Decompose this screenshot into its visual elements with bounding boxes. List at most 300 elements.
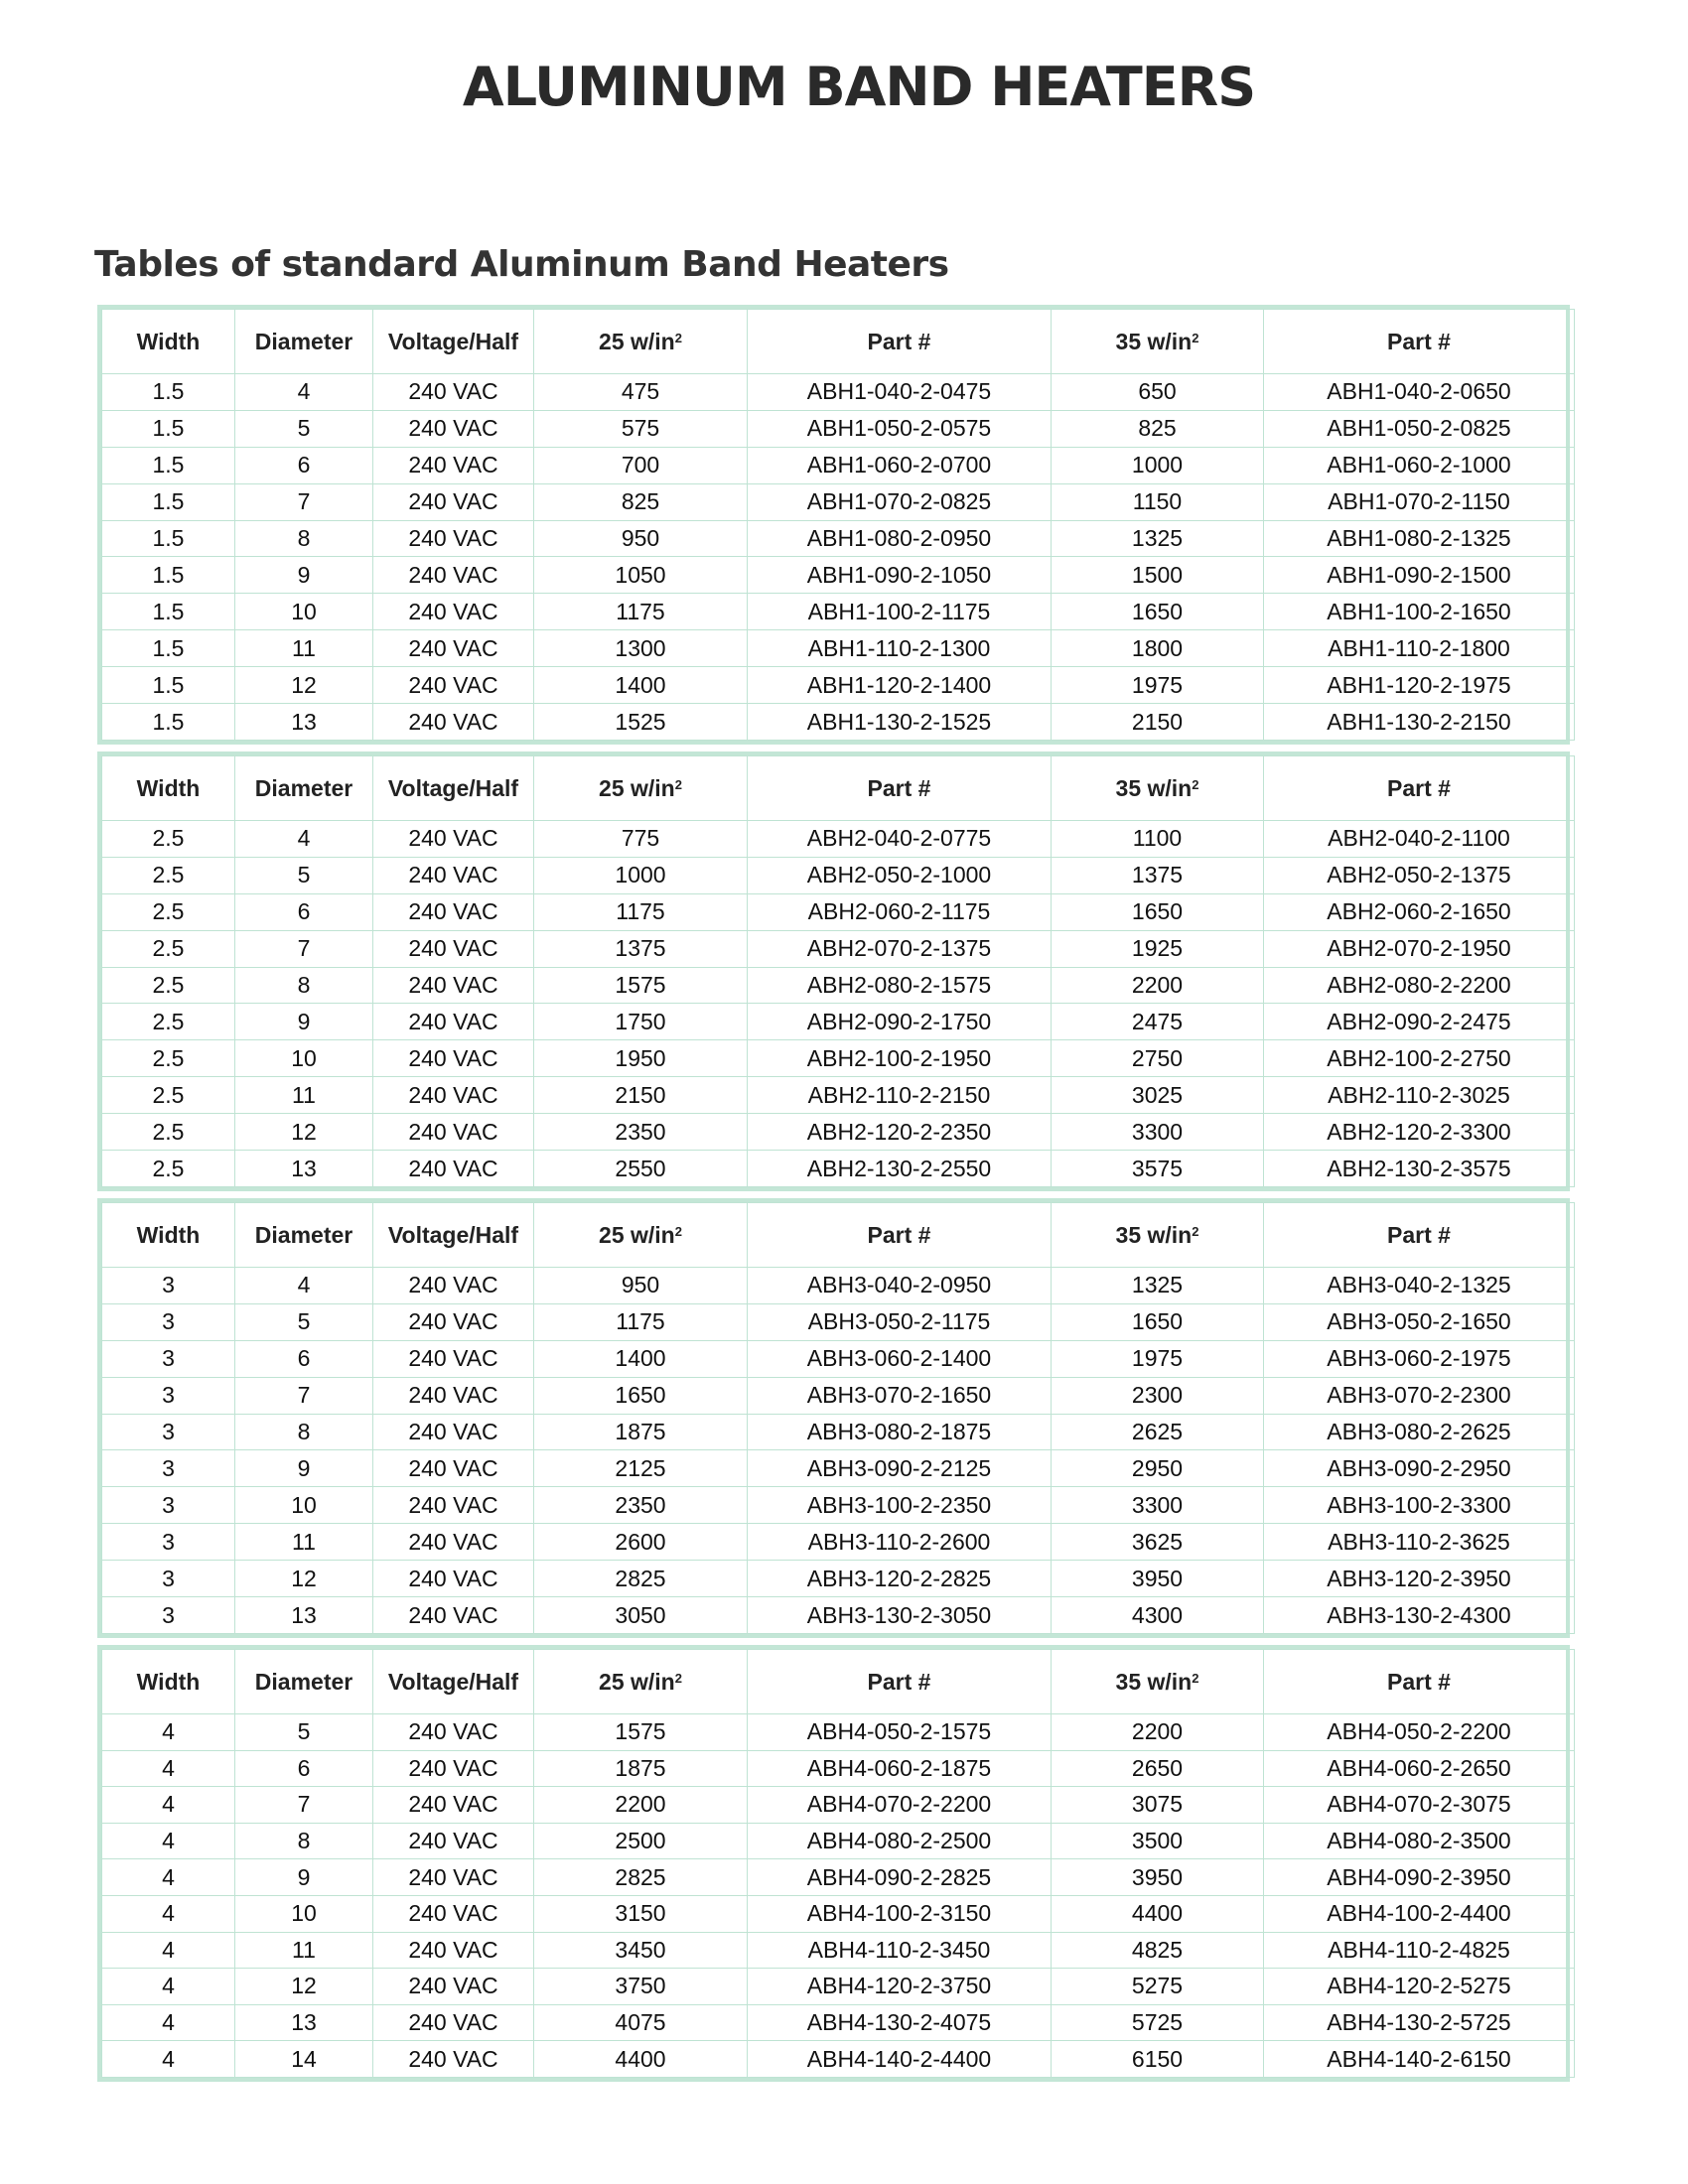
cell-35-w-per-in2: 2750: [1052, 1040, 1264, 1077]
cell-voltage-half: 240 VAC: [373, 1524, 534, 1561]
cell-voltage-half: 240 VAC: [373, 1561, 534, 1597]
cell-diameter: 9: [235, 1450, 373, 1487]
cell-diameter: 7: [235, 930, 373, 967]
cell-part-number-25: ABH3-060-2-1400: [748, 1340, 1052, 1377]
cell-35-w-per-in2: 1150: [1052, 483, 1264, 520]
table-row: [102, 1414, 1575, 1450]
cell-voltage-half: 240 VAC: [373, 821, 534, 858]
cell-part-number-35: ABH1-060-2-1000: [1264, 447, 1575, 483]
cell-part-number-25: ABH3-080-2-1875: [748, 1414, 1052, 1450]
cell-diameter: 11: [235, 1077, 373, 1114]
cell-diameter: 11: [235, 1524, 373, 1561]
cell-part-number-35: ABH2-040-2-1100: [1264, 821, 1575, 858]
cell-part-number-25: ABH1-080-2-0950: [748, 520, 1052, 557]
cell-width: 3: [102, 1524, 235, 1561]
table-row: [102, 1377, 1575, 1414]
cell-diameter: 14: [235, 2041, 373, 2078]
cell-part-number-35: ABH4-090-2-3950: [1264, 1859, 1575, 1896]
cell-diameter: 6: [235, 447, 373, 483]
cell-25-w-per-in2: 2350: [534, 1114, 748, 1151]
cell-part-number-25: ABH4-060-2-1875: [748, 1750, 1052, 1787]
heater-table-width-1-5: [97, 305, 1570, 745]
cell-25-w-per-in2: 1950: [534, 1040, 748, 1077]
cell-35-w-per-in2: 1650: [1052, 1303, 1264, 1340]
cell-width: 1.5: [102, 667, 235, 704]
cell-35-w-per-in2: 2150: [1052, 704, 1264, 741]
table-row: [102, 821, 1575, 858]
table-row: [102, 1114, 1575, 1151]
cell-diameter: 8: [235, 1414, 373, 1450]
cell-25-w-per-in2: 825: [534, 483, 748, 520]
column-header-label: Diameter: [254, 774, 353, 801]
superscript-exponent: 2: [1192, 776, 1199, 792]
table-row: [102, 1859, 1575, 1896]
cell-25-w-per-in2: 1175: [534, 1303, 748, 1340]
column-header-part-number-25: [748, 1203, 1052, 1268]
cell-part-number-25: ABH3-130-2-3050: [748, 1597, 1052, 1634]
table-row: [102, 1597, 1575, 1634]
cell-voltage-half: 240 VAC: [373, 1859, 534, 1896]
table-header-row: [102, 1650, 1575, 1714]
column-header-label: Part #: [1387, 1668, 1451, 1695]
column-header-label: 25 w/in: [599, 1221, 675, 1248]
table-row: [102, 1268, 1575, 1304]
cell-width: 3: [102, 1487, 235, 1524]
cell-35-w-per-in2: 1500: [1052, 557, 1264, 594]
cell-part-number-35: ABH3-050-2-1650: [1264, 1303, 1575, 1340]
table-row: [102, 2041, 1575, 2078]
column-header-25-w-per-in2: [534, 310, 748, 374]
cell-diameter: 12: [235, 667, 373, 704]
cell-35-w-per-in2: 2200: [1052, 1714, 1264, 1751]
cell-35-w-per-in2: 3575: [1052, 1151, 1264, 1187]
cell-part-number-25: ABH1-110-2-1300: [748, 630, 1052, 667]
cell-part-number-35: ABH4-080-2-3500: [1264, 1823, 1575, 1859]
cell-25-w-per-in2: 1575: [534, 1714, 748, 1751]
cell-part-number-35: ABH4-050-2-2200: [1264, 1714, 1575, 1751]
cell-part-number-25: ABH3-070-2-1650: [748, 1377, 1052, 1414]
cell-part-number-25: ABH3-110-2-2600: [748, 1524, 1052, 1561]
cell-25-w-per-in2: 4075: [534, 2004, 748, 2041]
cell-diameter: 13: [235, 2004, 373, 2041]
cell-35-w-per-in2: 1650: [1052, 594, 1264, 630]
cell-part-number-35: ABH4-060-2-2650: [1264, 1750, 1575, 1787]
table-header-row: [102, 310, 1575, 374]
cell-35-w-per-in2: 2650: [1052, 1750, 1264, 1787]
cell-part-number-25: ABH1-090-2-1050: [748, 557, 1052, 594]
column-header-label: 35 w/in: [1115, 774, 1193, 801]
cell-width: 4: [102, 1859, 235, 1896]
cell-35-w-per-in2: 4300: [1052, 1597, 1264, 1634]
column-header-25-w-per-in2: [534, 1650, 748, 1714]
cell-part-number-35: ABH2-070-2-1950: [1264, 930, 1575, 967]
cell-voltage-half: 240 VAC: [373, 1040, 534, 1077]
column-header-label: 25 w/in: [599, 774, 675, 801]
table-row: [102, 667, 1575, 704]
cell-diameter: 10: [235, 594, 373, 630]
cell-25-w-per-in2: 3750: [534, 1969, 748, 2005]
cell-width: 1.5: [102, 704, 235, 741]
table-row: [102, 1340, 1575, 1377]
cell-voltage-half: 240 VAC: [373, 1450, 534, 1487]
cell-diameter: 7: [235, 1377, 373, 1414]
cell-voltage-half: 240 VAC: [373, 1114, 534, 1151]
cell-25-w-per-in2: 2825: [534, 1859, 748, 1896]
column-header-label: Voltage/Half: [387, 1221, 519, 1248]
column-header-label: Width: [136, 774, 201, 801]
column-header-voltage-half: [373, 310, 534, 374]
cell-voltage-half: 240 VAC: [373, 594, 534, 630]
cell-part-number-25: ABH4-140-2-4400: [748, 2041, 1052, 2078]
cell-35-w-per-in2: 650: [1052, 374, 1264, 411]
table-header-row: [102, 1203, 1575, 1268]
cell-25-w-per-in2: 2600: [534, 1524, 748, 1561]
cell-part-number-35: ABH4-140-2-6150: [1264, 2041, 1575, 2078]
column-header-width: [102, 756, 235, 821]
cell-25-w-per-in2: 1575: [534, 967, 748, 1004]
table-row: [102, 1040, 1575, 1077]
cell-diameter: 8: [235, 520, 373, 557]
cell-voltage-half: 240 VAC: [373, 410, 534, 447]
table-row: [102, 410, 1575, 447]
table-row: [102, 1969, 1575, 2005]
cell-width: 3: [102, 1414, 235, 1450]
table-row: [102, 374, 1575, 411]
cell-part-number-25: ABH3-120-2-2825: [748, 1561, 1052, 1597]
cell-diameter: 13: [235, 704, 373, 741]
table-row: [102, 893, 1575, 930]
cell-25-w-per-in2: 3450: [534, 1932, 748, 1969]
column-header-label: Width: [136, 1668, 201, 1695]
column-header-label: 25 w/in: [599, 1668, 675, 1695]
column-header-label: Part #: [867, 774, 931, 801]
cell-diameter: 11: [235, 1932, 373, 1969]
cell-part-number-25: ABH4-120-2-3750: [748, 1969, 1052, 2005]
cell-25-w-per-in2: 1400: [534, 1340, 748, 1377]
cell-35-w-per-in2: 3025: [1052, 1077, 1264, 1114]
cell-25-w-per-in2: 2550: [534, 1151, 748, 1187]
cell-part-number-35: ABH3-040-2-1325: [1264, 1268, 1575, 1304]
table-row: [102, 1303, 1575, 1340]
cell-part-number-35: ABH1-110-2-1800: [1264, 630, 1575, 667]
cell-diameter: 4: [235, 1268, 373, 1304]
cell-width: 3: [102, 1268, 235, 1304]
column-header-label: Voltage/Half: [387, 328, 519, 354]
cell-part-number-25: ABH4-050-2-1575: [748, 1714, 1052, 1751]
cell-diameter: 5: [235, 857, 373, 893]
table-row: [102, 630, 1575, 667]
cell-diameter: 7: [235, 483, 373, 520]
column-header-label: Diameter: [254, 1668, 353, 1695]
cell-width: 2.5: [102, 967, 235, 1004]
cell-voltage-half: 240 VAC: [373, 1787, 534, 1824]
column-header-label: Part #: [1387, 1221, 1451, 1248]
cell-part-number-25: ABH4-080-2-2500: [748, 1823, 1052, 1859]
column-header-label: Part #: [1387, 328, 1451, 354]
cell-diameter: 12: [235, 1969, 373, 2005]
column-header-label: Part #: [1387, 774, 1451, 801]
column-header-part-number-35: [1264, 1650, 1575, 1714]
cell-voltage-half: 240 VAC: [373, 893, 534, 930]
cell-width: 4: [102, 1714, 235, 1751]
cell-voltage-half: 240 VAC: [373, 1151, 534, 1187]
cell-width: 4: [102, 1895, 235, 1932]
cell-voltage-half: 240 VAC: [373, 1487, 534, 1524]
cell-voltage-half: 240 VAC: [373, 1077, 534, 1114]
cell-part-number-35: ABH3-090-2-2950: [1264, 1450, 1575, 1487]
column-header-label: 35 w/in: [1115, 328, 1193, 354]
column-header-voltage-half: [373, 756, 534, 821]
cell-width: 4: [102, 1969, 235, 2005]
cell-part-number-25: ABH2-130-2-2550: [748, 1151, 1052, 1187]
cell-width: 2.5: [102, 1151, 235, 1187]
section-subtitle: Tables of standard Aluminum Band Heaters: [94, 244, 949, 285]
table-row: [102, 1932, 1575, 1969]
cell-35-w-per-in2: 4400: [1052, 1895, 1264, 1932]
cell-voltage-half: 240 VAC: [373, 2041, 534, 2078]
cell-part-number-35: ABH1-080-2-1325: [1264, 520, 1575, 557]
cell-width: 3: [102, 1561, 235, 1597]
cell-25-w-per-in2: 1875: [534, 1414, 748, 1450]
cell-width: 3: [102, 1303, 235, 1340]
cell-35-w-per-in2: 1975: [1052, 667, 1264, 704]
column-header-label: 35 w/in: [1115, 1668, 1193, 1695]
cell-voltage-half: 240 VAC: [373, 1932, 534, 1969]
table-header-row: [102, 756, 1575, 821]
cell-part-number-35: ABH1-090-2-1500: [1264, 557, 1575, 594]
cell-part-number-25: ABH4-110-2-3450: [748, 1932, 1052, 1969]
table-row: [102, 857, 1575, 893]
cell-25-w-per-in2: 2125: [534, 1450, 748, 1487]
cell-width: 1.5: [102, 557, 235, 594]
column-header-label: Diameter: [254, 1221, 353, 1248]
cell-width: 2.5: [102, 821, 235, 858]
cell-25-w-per-in2: 1000: [534, 857, 748, 893]
table-row: [102, 594, 1575, 630]
cell-width: 1.5: [102, 483, 235, 520]
superscript-exponent: 2: [1192, 1670, 1199, 1686]
cell-part-number-35: ABH2-090-2-2475: [1264, 1004, 1575, 1040]
heater-table-width-4: [97, 1645, 1570, 2082]
cell-35-w-per-in2: 3950: [1052, 1859, 1264, 1896]
heater-table-width-3: [97, 1198, 1570, 1638]
column-header-label: Width: [136, 1221, 201, 1248]
cell-width: 4: [102, 1932, 235, 1969]
table-row: [102, 1524, 1575, 1561]
cell-voltage-half: 240 VAC: [373, 1895, 534, 1932]
cell-part-number-25: ABH2-050-2-1000: [748, 857, 1052, 893]
cell-voltage-half: 240 VAC: [373, 2004, 534, 2041]
cell-25-w-per-in2: 1875: [534, 1750, 748, 1787]
cell-part-number-25: ABH2-080-2-1575: [748, 967, 1052, 1004]
cell-part-number-35: ABH1-070-2-1150: [1264, 483, 1575, 520]
cell-diameter: 5: [235, 410, 373, 447]
table-row: [102, 1450, 1575, 1487]
cell-part-number-35: ABH2-100-2-2750: [1264, 1040, 1575, 1077]
cell-diameter: 13: [235, 1597, 373, 1634]
cell-part-number-35: ABH2-110-2-3025: [1264, 1077, 1575, 1114]
cell-part-number-35: ABH1-100-2-1650: [1264, 594, 1575, 630]
cell-part-number-35: ABH1-130-2-2150: [1264, 704, 1575, 741]
cell-diameter: 9: [235, 1859, 373, 1896]
cell-25-w-per-in2: 2350: [534, 1487, 748, 1524]
cell-voltage-half: 240 VAC: [373, 557, 534, 594]
cell-width: 2.5: [102, 1114, 235, 1151]
cell-25-w-per-in2: 950: [534, 1268, 748, 1304]
cell-width: 4: [102, 2041, 235, 2078]
cell-diameter: 10: [235, 1487, 373, 1524]
cell-diameter: 9: [235, 1004, 373, 1040]
cell-part-number-35: ABH4-120-2-5275: [1264, 1969, 1575, 2005]
cell-voltage-half: 240 VAC: [373, 967, 534, 1004]
cell-part-number-25: ABH1-040-2-0475: [748, 374, 1052, 411]
cell-part-number-25: ABH2-040-2-0775: [748, 821, 1052, 858]
cell-25-w-per-in2: 2150: [534, 1077, 748, 1114]
column-header-part-number-35: [1264, 310, 1575, 374]
column-header-diameter: [235, 1203, 373, 1268]
cell-part-number-35: ABH4-130-2-5725: [1264, 2004, 1575, 2041]
cell-voltage-half: 240 VAC: [373, 447, 534, 483]
cell-25-w-per-in2: 2200: [534, 1787, 748, 1824]
cell-width: 4: [102, 1823, 235, 1859]
cell-part-number-25: ABH2-060-2-1175: [748, 893, 1052, 930]
cell-diameter: 8: [235, 1823, 373, 1859]
cell-voltage-half: 240 VAC: [373, 483, 534, 520]
cell-part-number-35: ABH4-110-2-4825: [1264, 1932, 1575, 1969]
cell-width: 3: [102, 1597, 235, 1634]
cell-25-w-per-in2: 1175: [534, 594, 748, 630]
cell-width: 1.5: [102, 447, 235, 483]
cell-part-number-35: ABH4-070-2-3075: [1264, 1787, 1575, 1824]
table-row: [102, 447, 1575, 483]
cell-part-number-25: ABH1-060-2-0700: [748, 447, 1052, 483]
cell-part-number-25: ABH4-070-2-2200: [748, 1787, 1052, 1824]
column-header-label: Part #: [867, 328, 931, 354]
cell-35-w-per-in2: 2300: [1052, 1377, 1264, 1414]
column-header-label: Part #: [867, 1221, 931, 1248]
column-header-width: [102, 1650, 235, 1714]
cell-part-number-25: ABH2-120-2-2350: [748, 1114, 1052, 1151]
cell-voltage-half: 240 VAC: [373, 1823, 534, 1859]
column-header-label: 25 w/in: [599, 328, 675, 354]
cell-part-number-35: ABH3-070-2-2300: [1264, 1377, 1575, 1414]
cell-part-number-25: ABH1-100-2-1175: [748, 594, 1052, 630]
cell-35-w-per-in2: 1100: [1052, 821, 1264, 858]
table-row: [102, 1487, 1575, 1524]
cell-width: 2.5: [102, 893, 235, 930]
cell-35-w-per-in2: 1325: [1052, 1268, 1264, 1304]
cell-part-number-35: ABH2-080-2-2200: [1264, 967, 1575, 1004]
cell-width: 1.5: [102, 410, 235, 447]
column-header-part-number-35: [1264, 1203, 1575, 1268]
column-header-part-number-25: [748, 310, 1052, 374]
cell-width: 2.5: [102, 1004, 235, 1040]
column-header-35-w-per-in2: [1052, 1203, 1264, 1268]
column-header-25-w-per-in2: [534, 756, 748, 821]
cell-part-number-35: ABH3-110-2-3625: [1264, 1524, 1575, 1561]
cell-25-w-per-in2: 700: [534, 447, 748, 483]
column-header-diameter: [235, 756, 373, 821]
cell-diameter: 13: [235, 1151, 373, 1187]
table-row: [102, 1895, 1575, 1932]
cell-25-w-per-in2: 1375: [534, 930, 748, 967]
column-header-label: Width: [136, 328, 201, 354]
cell-25-w-per-in2: 1050: [534, 557, 748, 594]
cell-part-number-25: ABH4-100-2-3150: [748, 1895, 1052, 1932]
cell-25-w-per-in2: 1400: [534, 667, 748, 704]
cell-25-w-per-in2: 1175: [534, 893, 748, 930]
cell-part-number-25: ABH2-090-2-1750: [748, 1004, 1052, 1040]
table-row: [102, 2004, 1575, 2041]
table-row: [102, 1787, 1575, 1824]
cell-part-number-35: ABH3-130-2-4300: [1264, 1597, 1575, 1634]
superscript-exponent: 2: [674, 776, 682, 792]
cell-voltage-half: 240 VAC: [373, 1340, 534, 1377]
cell-35-w-per-in2: 5275: [1052, 1969, 1264, 2005]
cell-diameter: 7: [235, 1787, 373, 1824]
cell-25-w-per-in2: 1300: [534, 630, 748, 667]
cell-35-w-per-in2: 1375: [1052, 857, 1264, 893]
cell-part-number-25: ABH3-040-2-0950: [748, 1268, 1052, 1304]
column-header-voltage-half: [373, 1203, 534, 1268]
cell-diameter: 10: [235, 1040, 373, 1077]
cell-diameter: 11: [235, 630, 373, 667]
cell-25-w-per-in2: 4400: [534, 2041, 748, 2078]
column-header-part-number-35: [1264, 756, 1575, 821]
cell-part-number-25: ABH1-070-2-0825: [748, 483, 1052, 520]
cell-part-number-35: ABH2-050-2-1375: [1264, 857, 1575, 893]
cell-part-number-25: ABH1-130-2-1525: [748, 704, 1052, 741]
column-header-label: Diameter: [254, 328, 353, 354]
cell-35-w-per-in2: 1800: [1052, 630, 1264, 667]
cell-diameter: 4: [235, 821, 373, 858]
cell-voltage-half: 240 VAC: [373, 1750, 534, 1787]
table-row: [102, 1714, 1575, 1751]
table-row: [102, 1561, 1575, 1597]
cell-part-number-25: ABH3-090-2-2125: [748, 1450, 1052, 1487]
cell-part-number-35: ABH2-120-2-3300: [1264, 1114, 1575, 1151]
cell-part-number-25: ABH4-130-2-4075: [748, 2004, 1052, 2041]
superscript-exponent: 2: [674, 1223, 682, 1239]
cell-25-w-per-in2: 3050: [534, 1597, 748, 1634]
cell-voltage-half: 240 VAC: [373, 857, 534, 893]
cell-35-w-per-in2: 2625: [1052, 1414, 1264, 1450]
cell-diameter: 8: [235, 967, 373, 1004]
cell-diameter: 4: [235, 374, 373, 411]
heater-table-width-2-5: [97, 751, 1570, 1191]
cell-25-w-per-in2: 2825: [534, 1561, 748, 1597]
cell-width: 1.5: [102, 374, 235, 411]
cell-25-w-per-in2: 950: [534, 520, 748, 557]
cell-diameter: 6: [235, 1750, 373, 1787]
cell-35-w-per-in2: 2475: [1052, 1004, 1264, 1040]
cell-width: 1.5: [102, 594, 235, 630]
cell-35-w-per-in2: 3300: [1052, 1487, 1264, 1524]
cell-35-w-per-in2: 2950: [1052, 1450, 1264, 1487]
column-header-voltage-half: [373, 1650, 534, 1714]
cell-35-w-per-in2: 1925: [1052, 930, 1264, 967]
cell-part-number-35: ABH3-080-2-2625: [1264, 1414, 1575, 1450]
table-row: [102, 930, 1575, 967]
cell-diameter: 12: [235, 1114, 373, 1151]
cell-part-number-35: ABH3-120-2-3950: [1264, 1561, 1575, 1597]
table-row: [102, 967, 1575, 1004]
column-header-35-w-per-in2: [1052, 310, 1264, 374]
cell-part-number-25: ABH2-070-2-1375: [748, 930, 1052, 967]
column-header-35-w-per-in2: [1052, 756, 1264, 821]
cell-25-w-per-in2: 575: [534, 410, 748, 447]
cell-25-w-per-in2: 3150: [534, 1895, 748, 1932]
